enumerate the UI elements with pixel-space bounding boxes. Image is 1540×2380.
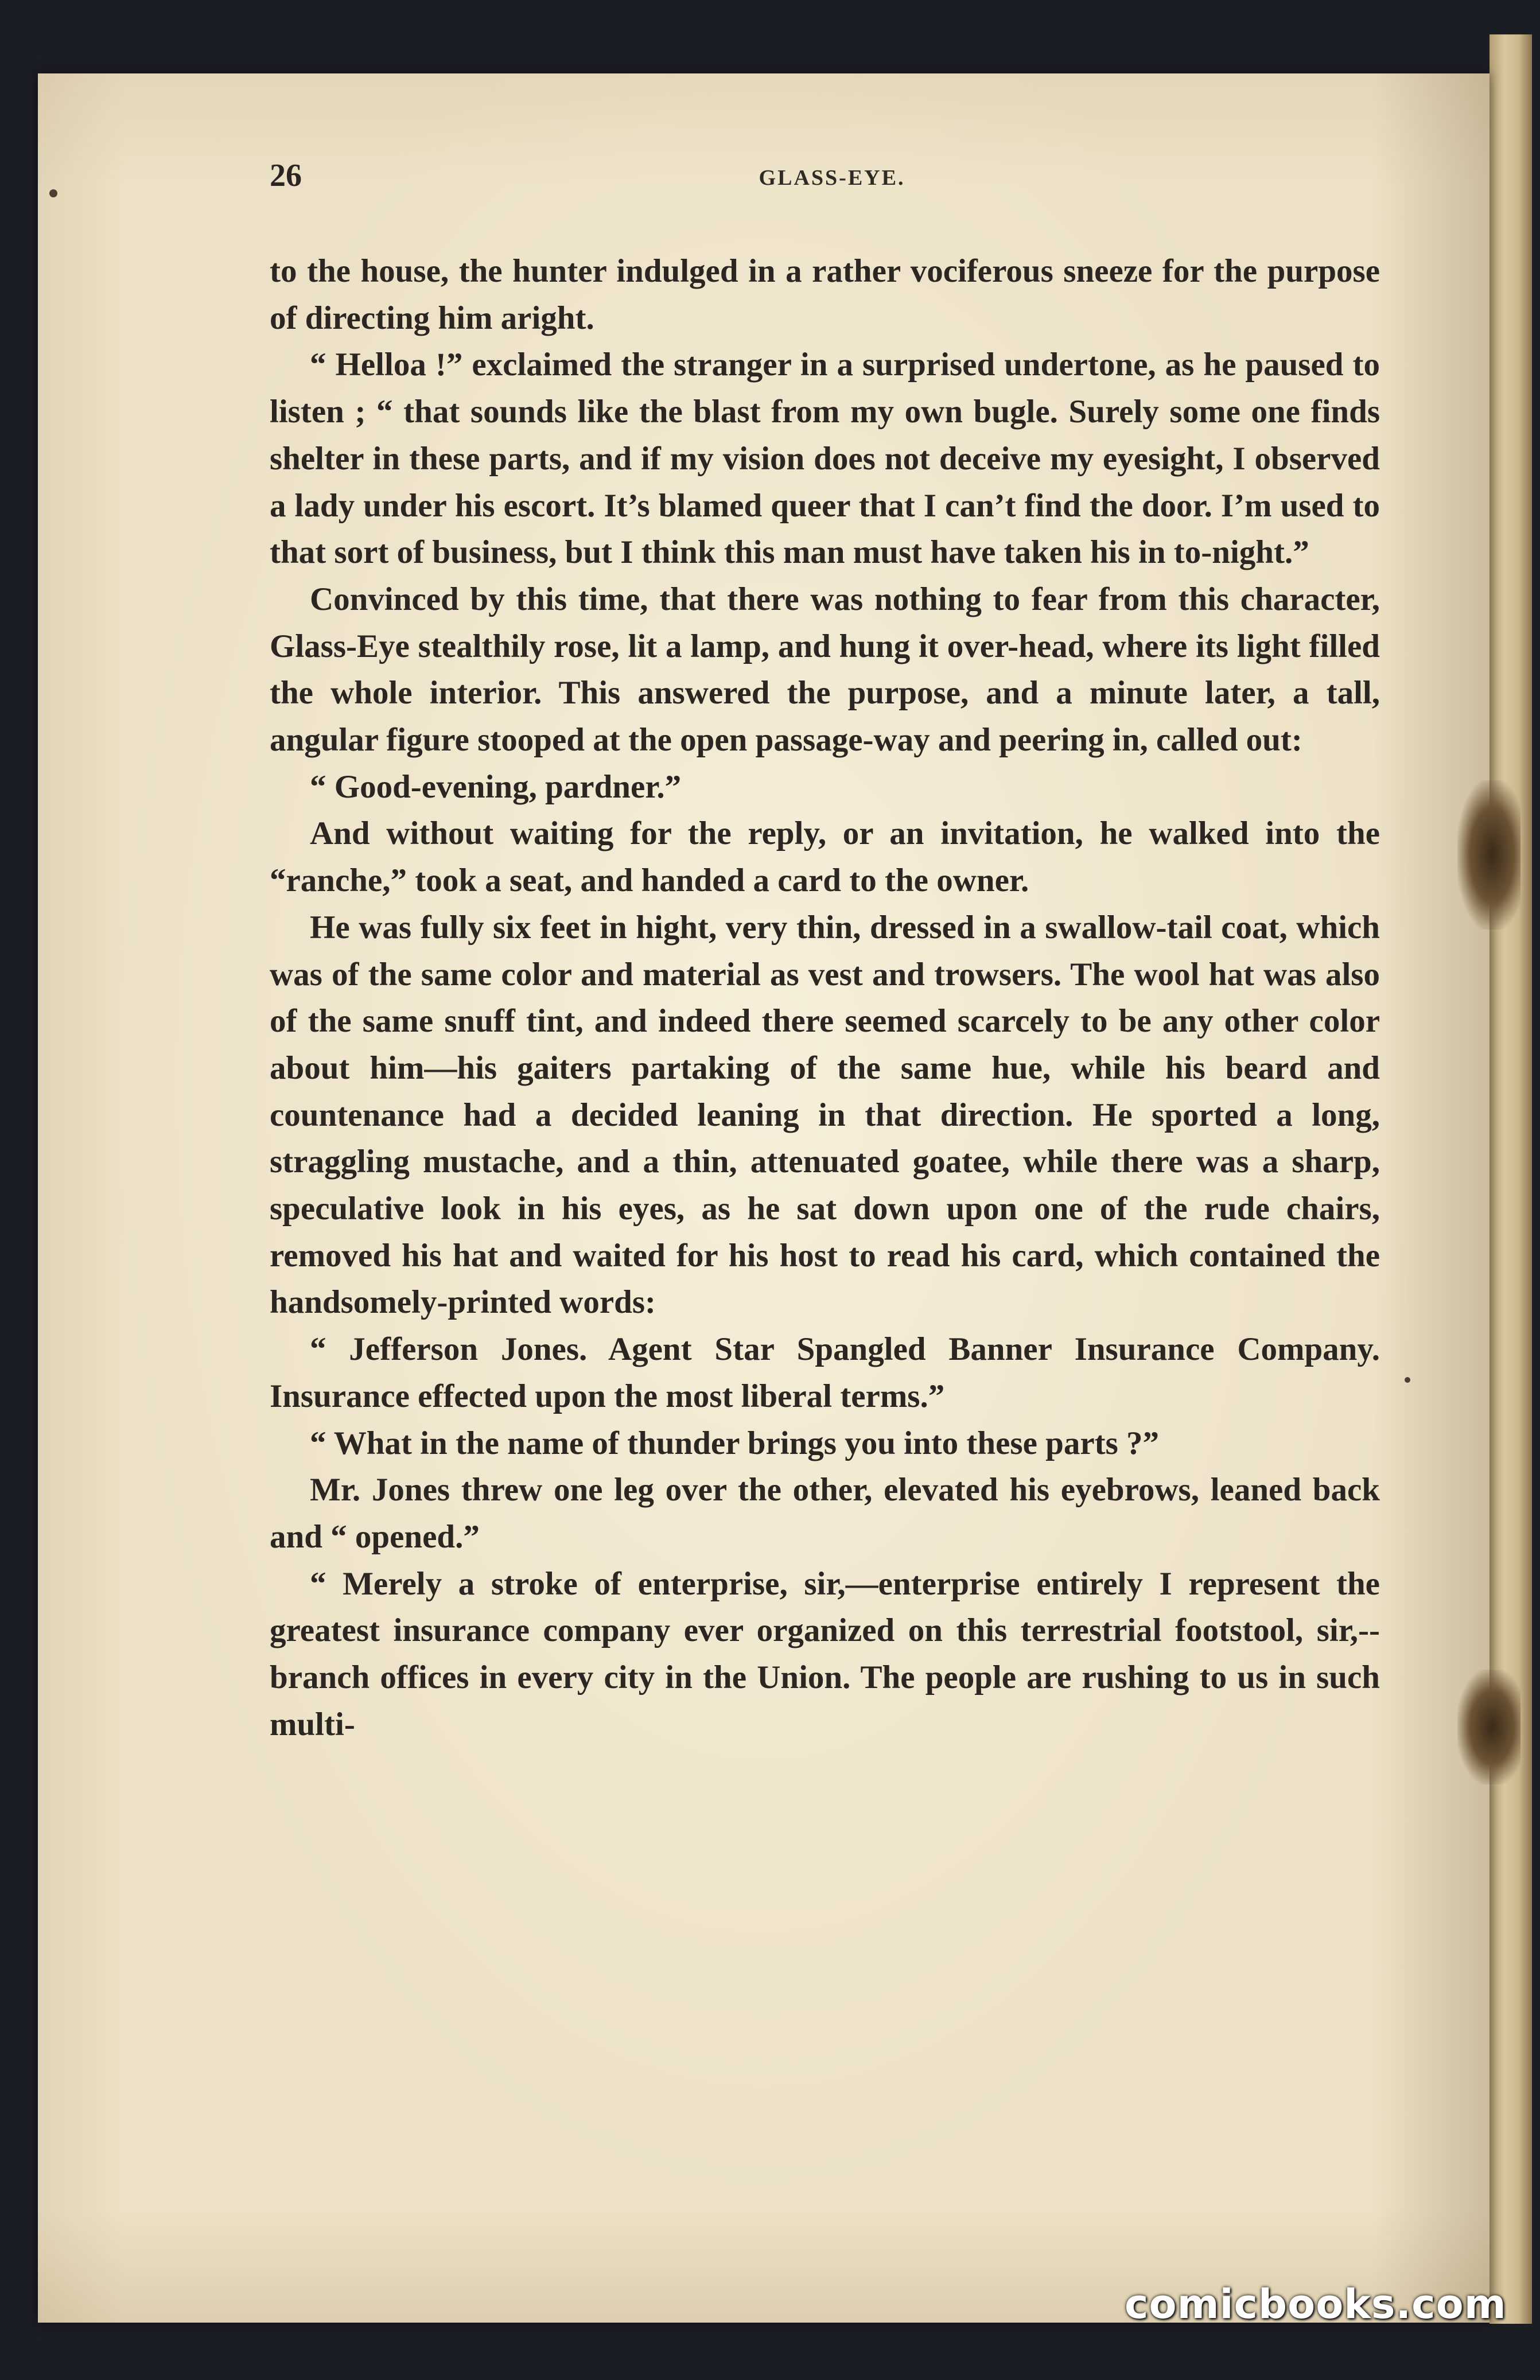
paragraph: to the house, the hunter indulged in a rather vociferous sneeze for the purpose of directing him aright.	[270, 253, 1380, 336]
page-number: 26	[270, 158, 302, 193]
paragraph: “ Good-evening, pardner.”	[310, 768, 682, 805]
paragraph: Mr. Jones threw one leg over the other, elevated his eyebrows, leaned back and “ opened.”	[270, 1472, 1380, 1555]
body-text	[270, 248, 1380, 1748]
paragraph: “ Merely a stroke of enterprise, sir,—enterprise entirely I represent the greatest insurance company ever organized on this terrestrial footstool, sir,--branch offices in every city in the Union. The people are rushing to us in such multi-	[270, 1565, 1380, 1743]
paragraph: He was fully six feet in hight, very thin, dressed in a swallow-tail coat, which was of the same color and material as vest and trowsers. The wool hat was also of the same snuff tint, and indeed there seemed scarcely to be any other color about him—his gaiters partaking of the same hue, while his beard and countenance had a decided leaning in that direction. He sported a long, straggling mustache, and a thin, attenuated goatee, while there was a sharp, speculative look in his eyes, as he sat down upon one of the rude chairs, removed his hat and waited for his host to read his card, which contained the handsomely-printed words:	[270, 909, 1380, 1321]
paragraph: “ What in the name of thunder brings you into these parts ?”	[310, 1425, 1160, 1461]
paragraph: And without waiting for the reply, or an invitation, he walked into the “ranche,” took a seat, and handed a card to the owner.	[270, 815, 1380, 899]
paragraph: “ Jefferson Jones. Agent Star Spangled Banner Insurance Company. Insurance effected upon the most liberal terms.”	[270, 1331, 1380, 1414]
spine-tear-lower	[1457, 1670, 1520, 1784]
spine-tear-upper	[1457, 780, 1520, 930]
running-title: GLASS-EYE.	[759, 166, 905, 190]
book-spine	[1490, 34, 1532, 2324]
paragraph: Convinced by this time, that there was nothing to fear from this character, Glass-Eye stealthily rose, lit a lamp, and hung it over-head, where its light filled the whole interior. This answered the purpose, and a minute later, a tall, angular figure stooped at the open passage-way and peering in, called out:	[270, 581, 1380, 759]
ink-speck	[1405, 1377, 1410, 1383]
watermark: comicbooks.com	[1125, 2281, 1507, 2328]
running-head	[270, 157, 1394, 197]
ink-speck	[49, 189, 57, 197]
paragraph: “ Helloa !” exclaimed the stranger in a surprised undertone, as he paused to listen ; “ that sounds like the blast from my own bugle. Surely some one finds shelter in these parts, and if my vision does not deceive my eyesight, I observed a lady under his escort. It’s blamed queer that I can’t find the door. I’m used to that sort of business, but I think this man must have taken his in to-night.”	[270, 347, 1380, 571]
